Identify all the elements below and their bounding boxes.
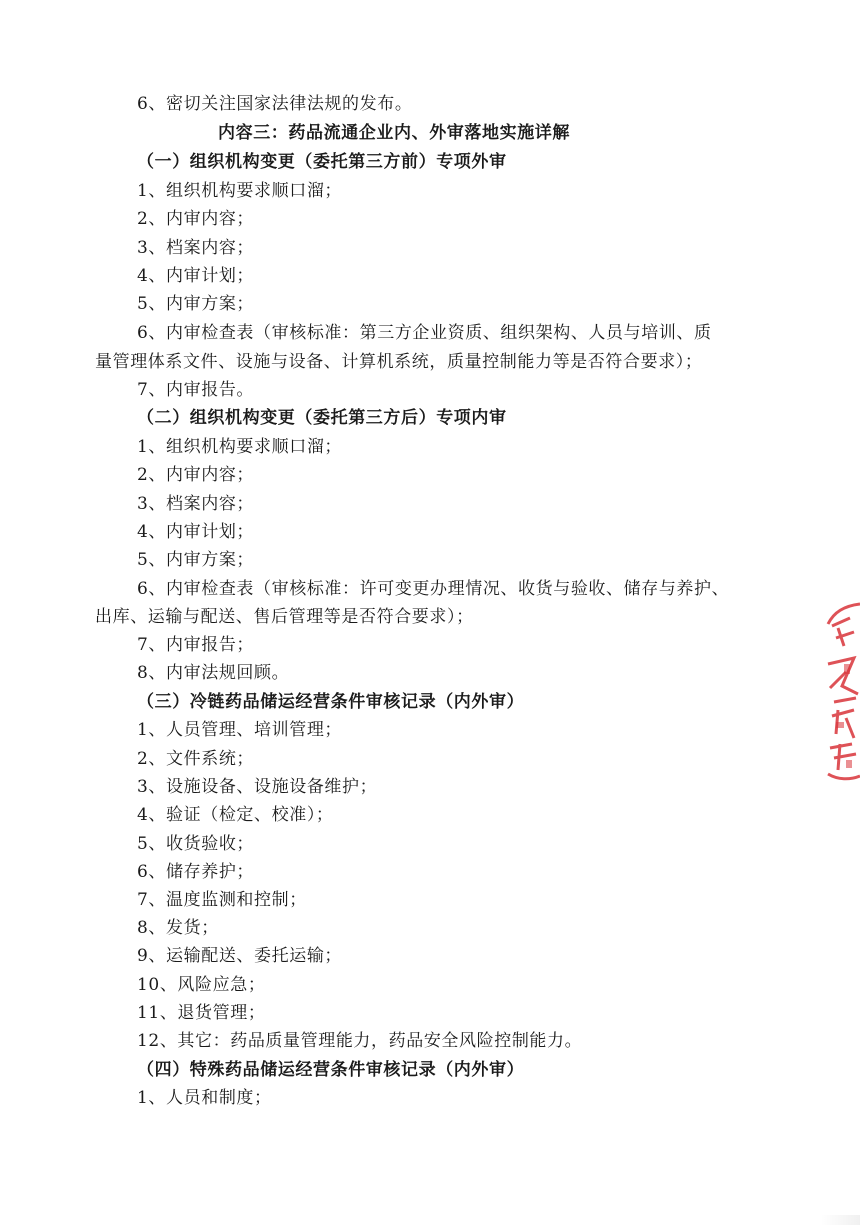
list-item: 6、内审检查表（审核标准：第三方企业资质、组织架构、人员与培训、质 xyxy=(137,323,712,343)
list-item: 3、设施设备、设施设备维护； xyxy=(137,777,378,797)
list-item-continuation: 出库、运输与配送、售后管理等是否符合要求）； xyxy=(95,607,474,627)
seal-stamp-icon xyxy=(824,598,860,784)
list-item: 7、内审报告； xyxy=(137,635,255,655)
section-title-content-three: 内容三：药品流通企业内、外审落地实施详解 xyxy=(218,123,570,143)
list-item: 4、内审计划； xyxy=(137,522,255,542)
list-item: 3、档案内容； xyxy=(137,238,255,258)
list-item: 4、内审计划； xyxy=(137,266,255,286)
list-item: 5、内审方案； xyxy=(137,294,255,314)
list-item: 2、内审内容； xyxy=(137,209,255,229)
subsection-heading-2: （二）组织机构变更（委托第三方后）专项内审 xyxy=(137,408,507,428)
list-item: 3、档案内容； xyxy=(137,494,255,514)
subsection-heading-4: （四）特殊药品储运经营条件审核记录（内外审） xyxy=(137,1060,525,1080)
list-item: 7、温度监测和控制； xyxy=(137,890,307,910)
subsection-heading-1: （一）组织机构变更（委托第三方前）专项外审 xyxy=(137,152,507,172)
list-item: 2、内审内容； xyxy=(137,465,255,485)
item-6-law-watch: 6、密切关注国家法律法规的发布。 xyxy=(137,94,413,114)
list-item: 4、验证（检定、校准）； xyxy=(137,805,334,825)
list-item: 10、风险应急； xyxy=(137,975,266,995)
list-item: 6、内审检查表（审核标准：许可变更办理情况、收货与验收、储存与养护、 xyxy=(137,579,730,599)
list-item: 5、内审方案； xyxy=(137,550,255,570)
list-item: 12、其它：药品质量管理能力，药品安全风险控制能力。 xyxy=(137,1031,583,1051)
list-item: 1、人员和制度； xyxy=(137,1088,272,1108)
list-item: 1、人员管理、培训管理； xyxy=(137,720,343,740)
list-item: 7、内审报告。 xyxy=(137,380,255,400)
list-item: 8、发货； xyxy=(137,918,219,938)
scan-shadow xyxy=(820,1215,860,1225)
list-item-continuation: 量管理体系文件、设施与设备、计算机系统，质量控制能力等是否符合要求）； xyxy=(95,352,703,372)
list-item: 6、储存养护； xyxy=(137,862,255,882)
list-item: 9、运输配送、委托运输； xyxy=(137,946,343,966)
list-item: 11、退货管理； xyxy=(137,1003,266,1023)
list-item: 1、组织机构要求顺口溜； xyxy=(137,181,343,201)
seal-stamp-fragment xyxy=(824,598,860,784)
list-item: 1、组织机构要求顺口溜； xyxy=(137,437,343,457)
list-item: 5、收货验收； xyxy=(137,834,255,854)
list-item: 8、内审法规回顾。 xyxy=(137,663,290,683)
subsection-heading-3: （三）冷链药品储运经营条件审核记录（内外审） xyxy=(137,692,525,712)
list-item: 2、文件系统； xyxy=(137,749,255,769)
